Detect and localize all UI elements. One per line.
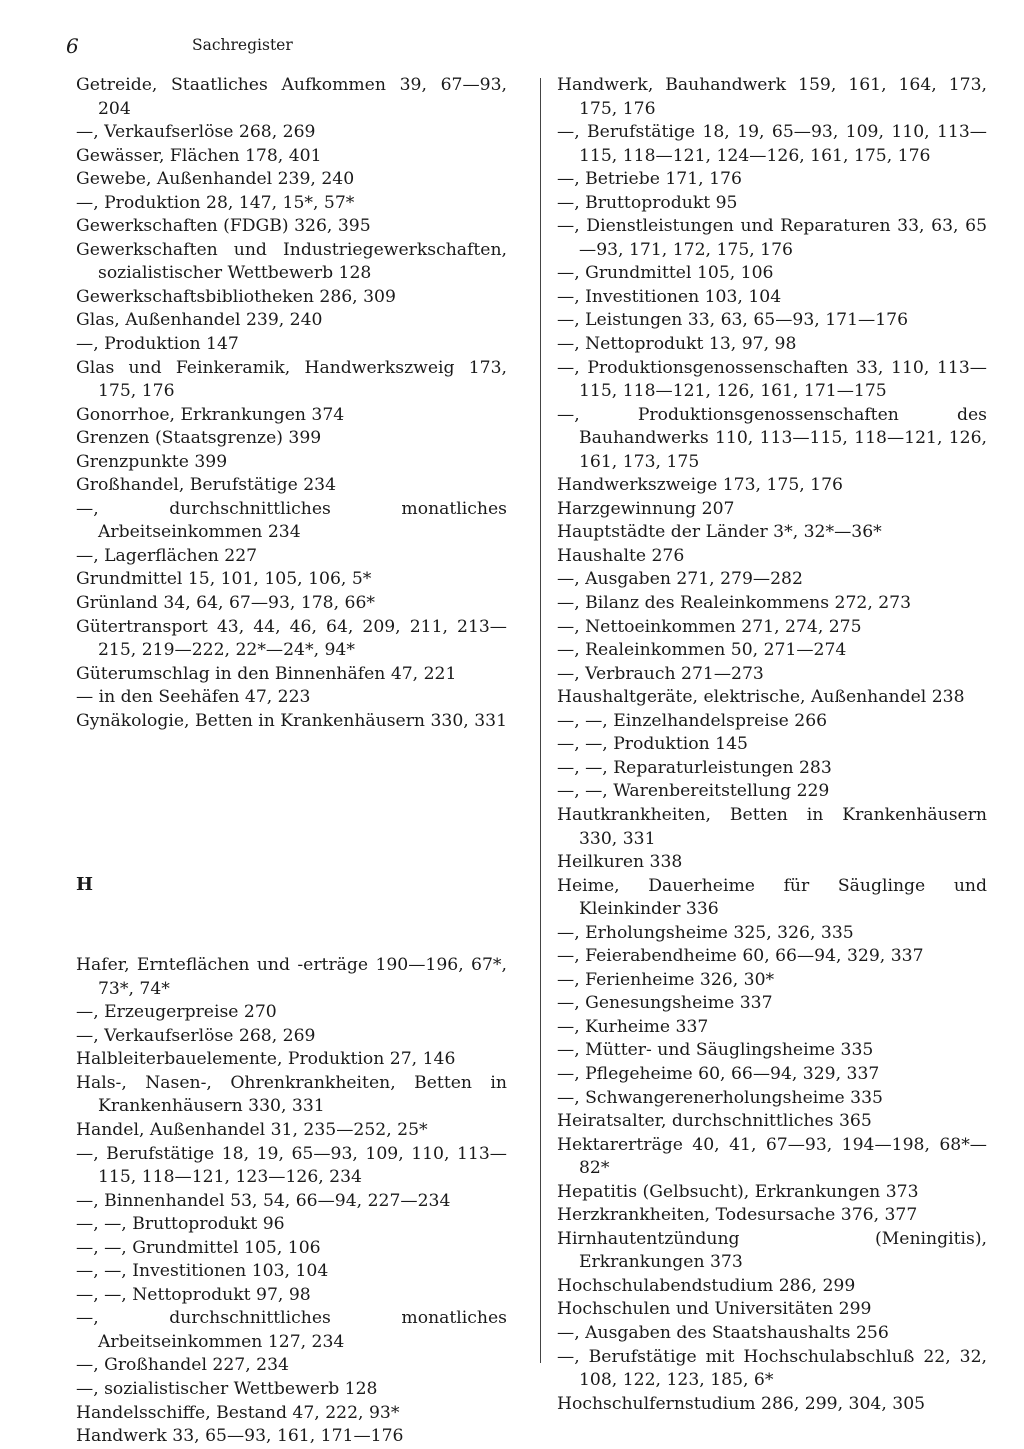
index-entry: —, Produktion 147 xyxy=(76,334,239,355)
index-entry: Glas und Feinkeramik, Handwerkszweig 173, 175, 176 xyxy=(76,357,507,402)
index-entry: Getreide, Staatliches Aufkommen 39, 67—93, 204 xyxy=(76,75,507,119)
index-entry: Harzgewinnung 207 xyxy=(557,498,735,519)
index-entry: —, Nettoeinkommen 271, 274, 275 xyxy=(557,616,862,637)
index-entry: Halbleiterbauelemente, Produktion 27, 146 xyxy=(76,1049,456,1070)
section-letter: H xyxy=(76,873,94,895)
index-entry: Gynäkologie, Betten in Krankenhäusern 330, 331 xyxy=(76,710,508,731)
index-entry: Hirnhautentzündung (Meningitis), Erkrankungen 373 xyxy=(557,1228,987,1273)
index-entry: Gewässer, Flächen 178, 401 xyxy=(76,145,322,166)
index-entry: —, Feierabendheime 60, 66—94, 329, 337 xyxy=(557,946,924,967)
index-entry: —, Mütter- und Säuglingsheime 335 xyxy=(557,1040,874,1061)
index-entry: —, Bilanz des Realeinkommens 272, 273 xyxy=(557,593,912,614)
index-entry: — in den Seehäfen 47, 223 xyxy=(76,687,311,708)
index-entry: —, —, Einzelhandelspreise 266 xyxy=(557,710,828,731)
index-entry: Hochschulfernstudium 286, 299, 304, 305 xyxy=(557,1393,926,1414)
index-entry: —, Schwangerenerholungsheime 335 xyxy=(557,1087,883,1108)
index-entry: —, Produktion 28, 147, 15*, 57* xyxy=(76,192,355,213)
index-entry: —, Genesungsheime 337 xyxy=(557,993,773,1014)
index-entry: Handelsschiffe, Bestand 47, 222, 93* xyxy=(76,1402,400,1423)
index-entry: Gewerkschaften (FDGB) 326, 395 xyxy=(76,216,371,237)
index-entry: —, Berufstätige mit Hochschulabschluß 22, 32, 108, 122, 123, 185, 6* xyxy=(557,1346,987,1391)
index-entry: Handwerk, Bauhandwerk 159, 161, 164, 173, 175, 176 xyxy=(557,75,987,119)
index-column-left xyxy=(76,74,507,1449)
index-entry: —, —, Reparaturleistungen 283 xyxy=(557,757,832,778)
index-entry: Hafer, Ernteflächen und -erträge 190—196, 67*, 73*, 74* xyxy=(76,955,507,999)
index-entry: —, —, Bruttoprodukt 96 xyxy=(76,1214,285,1235)
index-entry: Gonorrhoe, Erkrankungen 374 xyxy=(76,404,345,425)
index-entry: —, Dienstleistungen und Reparaturen 33, 63, 65—93, 171, 172, 175, 176 xyxy=(557,216,987,260)
index-entry: —, Berufstätige 18, 19, 65—93, 109, 110, 113—115, 118—121, 124—126, 161, 175, 176 xyxy=(557,122,987,166)
index-entry: —, Kurheime 337 xyxy=(557,1016,709,1037)
index-entry: —, Ausgaben 271, 279—282 xyxy=(557,569,803,590)
index-entry: —, Erholungsheime 325, 326, 335 xyxy=(557,922,854,943)
index-entry: Großhandel, Berufstätige 234 xyxy=(76,475,337,496)
index-entry: —, Produktionsgenossenschaften 33, 110, 113—115, 118—121, 126, 161, 171—175 xyxy=(557,357,987,402)
index-entry: —, Ausgaben des Staatshaushalts 256 xyxy=(557,1322,889,1343)
index-entry: Heilkuren 338 xyxy=(557,852,683,873)
index-entry: Güterumschlag in den Binnenhäfen 47, 221 xyxy=(76,663,457,684)
index-entry: Hektarerträge 40, 41, 67—93, 194—198, 68*—82* xyxy=(557,1134,987,1179)
index-entry: —, Ferienheime 326, 30* xyxy=(557,969,775,990)
index-entry: —, Leistungen 33, 63, 65—93, 171—176 xyxy=(557,310,909,331)
index-entry: Grenzen (Staatsgrenze) 399 xyxy=(76,428,322,449)
index-entry: Hauptstädte der Länder 3*, 32*—36* xyxy=(557,522,882,543)
index-entry: —, Großhandel 227, 234 xyxy=(76,1355,289,1376)
spacer xyxy=(76,913,507,937)
page-title: Sachregister xyxy=(192,36,293,54)
index-entry: Hals-, Nasen-, Ohrenkrankheiten, Betten in Krankenhäusern 330, 331 xyxy=(76,1072,507,1117)
index-entry: —, —, Investitionen 103, 104 xyxy=(76,1261,329,1282)
index-entry: —, Lagerflächen 227 xyxy=(76,545,258,566)
index-entry: —, Betriebe 171, 176 xyxy=(557,169,742,190)
index-entry: —, Grundmittel 105, 106 xyxy=(557,263,774,284)
index-entry: —, —, Grundmittel 105, 106 xyxy=(76,1237,321,1258)
index-entry: —, Verkaufserlöse 268, 269 xyxy=(76,1025,316,1046)
index-entry: —, Realeinkommen 50, 271—274 xyxy=(557,640,847,661)
index-entry: —, Verbrauch 271—273 xyxy=(557,663,764,684)
index-entry: —, —, Warenbereitstellung 229 xyxy=(557,781,830,802)
index-entry: Hochschulen und Universitäten 299 xyxy=(557,1299,872,1320)
index-entry: Haushalte 276 xyxy=(557,545,685,566)
index-entry: —, Erzeugerpreise 270 xyxy=(76,1002,277,1023)
index-entry: Grünland 34, 64, 67—93, 178, 66* xyxy=(76,593,376,614)
index-entry: —, Pflegeheime 60, 66—94, 329, 337 xyxy=(557,1063,880,1084)
index-entry: Hautkrankheiten, Betten in Krankenhäusern 330, 331 xyxy=(557,804,987,849)
index-entry: —, Nettoprodukt 13, 97, 98 xyxy=(557,334,797,355)
index-entry: Gewerkschaften und Industriegewerkschaften, sozialistischer Wettbewerb 128 xyxy=(76,239,507,284)
page-number: 6 xyxy=(66,34,79,58)
index-entry: —, Produktionsgenossenschaften des Bauhandwerks 110, 113—115, 118—121, 126, 161, 173, 175 xyxy=(557,404,987,472)
index-entry: —, Bruttoprodukt 95 xyxy=(557,192,738,213)
column-divider xyxy=(540,78,541,1363)
index-entry: Gütertransport 43, 44, 46, 64, 209, 211, 213—215, 219—222, 22*—24*, 94* xyxy=(76,616,507,661)
index-entry: —, Investitionen 103, 104 xyxy=(557,286,782,307)
spacer xyxy=(76,791,507,815)
index-entry: Grundmittel 15, 101, 105, 106, 5* xyxy=(76,569,372,590)
index-entry: —, durchschnittliches monatliches Arbeitseinkommen 127, 234 xyxy=(76,1308,507,1352)
spacer xyxy=(76,751,507,775)
index-entry: Hochschulabendstudium 286, 299 xyxy=(557,1275,856,1296)
index-entry: Gewerkschaftsbibliotheken 286, 309 xyxy=(76,286,396,307)
index-entry: Haushaltgeräte, elektrische, Außenhandel 238 xyxy=(557,687,965,708)
index-entry: Heiratsalter, durchschnittliches 365 xyxy=(557,1111,872,1132)
index-entry: —, —, Produktion 145 xyxy=(557,734,748,755)
index-entry: Handwerk 33, 65—93, 161, 171—176 xyxy=(76,1426,404,1447)
index-entry: Gewebe, Außenhandel 239, 240 xyxy=(76,169,355,190)
index-entry: —, Verkaufserlöse 268, 269 xyxy=(76,122,316,143)
index-entry: —, Binnenhandel 53, 54, 66—94, 227—234 xyxy=(76,1190,451,1211)
index-entry: Hepatitis (Gelbsucht), Erkrankungen 373 xyxy=(557,1181,919,1202)
index-entry: Glas, Außenhandel 239, 240 xyxy=(76,310,323,331)
spacer xyxy=(76,832,507,856)
index-entry: Heime, Dauerheime für Säuglinge und Kleinkinder 336 xyxy=(557,875,987,920)
index-column-right xyxy=(557,74,987,1416)
index-entry: Herzkrankheiten, Todesursache 376, 377 xyxy=(557,1205,918,1226)
index-entry: Handel, Außenhandel 31, 235—252, 25* xyxy=(76,1120,428,1140)
index-entry: Grenzpunkte 399 xyxy=(76,451,228,472)
index-entry: —, durchschnittliches monatliches Arbeitseinkommen 234 xyxy=(76,498,507,543)
index-entry: Handwerkszweige 173, 175, 176 xyxy=(557,475,843,496)
index-entry: —, sozialistischer Wettbewerb 128 xyxy=(76,1379,378,1400)
index-entry: —, —, Nettoprodukt 97, 98 xyxy=(76,1284,311,1305)
index-entry: —, Berufstätige 18, 19, 65—93, 109, 110, 113—115, 118—121, 123—126, 234 xyxy=(76,1143,507,1188)
